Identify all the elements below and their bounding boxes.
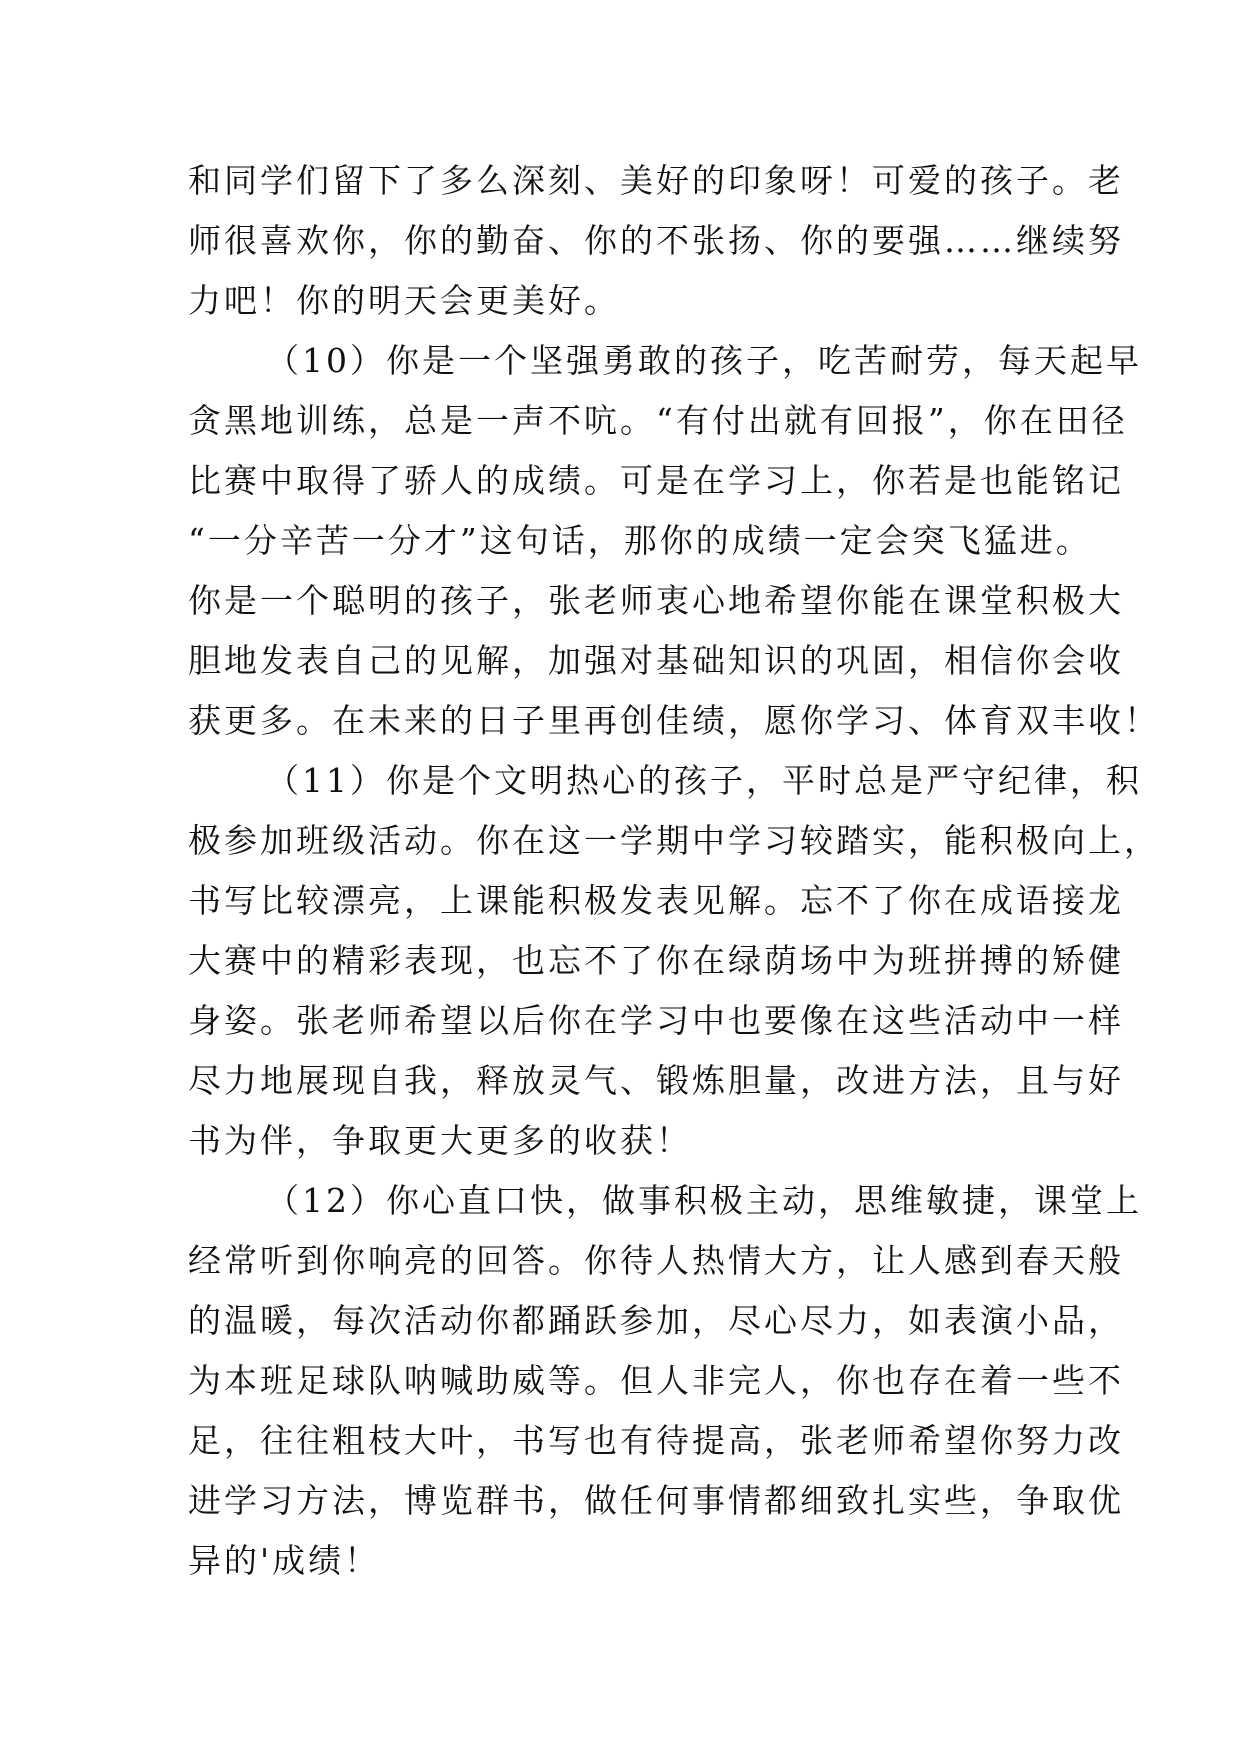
text-line: 和同学们留下了多么深刻、美好的印象呀！可爱的孩子。老 <box>188 161 1124 200</box>
text-line: 比赛中取得了骄人的成绩。可是在学习上，你若是也能铭记 <box>188 461 1124 500</box>
paragraph-12 <box>188 1171 1142 1591</box>
text-line: 你是一个聪明的孩子，张老师衷心地希望你能在课堂积极大 <box>188 581 1124 620</box>
text-line: 为本班足球队呐喊助威等。但人非完人，你也存在着一些不 <box>188 1361 1124 1400</box>
text-line: 足，往往粗枝大叶，书写也有待提高，张老师希望你努力改 <box>188 1421 1124 1460</box>
text-line: 力吧！你的明天会更美好。 <box>188 281 620 320</box>
text-line: 书写比较漂亮，上课能积极发表见解。忘不了你在成语接龙 <box>188 881 1124 920</box>
text-line: 进学习方法，博览群书，做任何事情都细致扎实些，争取优 <box>188 1481 1124 1520</box>
text-line-first: （10）你是一个坚强勇敢的孩子，吃苦耐劳，每天起早 <box>266 341 1142 380</box>
text-line: 大赛中的精彩表现，也忘不了你在绿荫场中为班拼搏的矫健 <box>188 941 1124 980</box>
text-line: “一分辛苦一分才”这句话，那你的成绩一定会突飞猛进。 <box>188 521 1092 560</box>
text-line: 获更多。在未来的日子里再创佳绩，愿你学习、体育双丰收！ <box>188 701 1160 740</box>
text-line: 胆地发表自己的见解，加强对基础知识的巩固，相信你会收 <box>188 641 1124 680</box>
text-line-first: （11）你是个文明热心的孩子，平时总是严守纪律，积 <box>266 761 1142 800</box>
text-line: 经常听到你响亮的回答。你待人热情大方，让人感到春天般 <box>188 1241 1124 1280</box>
document-body <box>188 151 1160 1591</box>
paragraph-continuation <box>188 151 1124 331</box>
paragraph-10 <box>188 331 1160 751</box>
text-line: 贪黑地训练，总是一声不吭。“有付出就有回报”，你在田径 <box>188 401 1128 440</box>
text-line: 的温暖，每次活动你都踊跃参加，尽心尽力，如表演小品， <box>188 1301 1124 1340</box>
text-line: 书为伴，争取更大更多的收获！ <box>188 1121 692 1160</box>
text-line: 师很喜欢你，你的勤奋、你的不张扬、你的要强……继续努 <box>188 221 1124 260</box>
text-line: 尽力地展现自我，释放灵气、锻炼胆量，改进方法，且与好 <box>188 1061 1124 1100</box>
text-line-first: （12）你心直口快，做事积极主动，思维敏捷，课堂上 <box>266 1181 1142 1220</box>
text-line: 异的'成绩！ <box>188 1541 381 1580</box>
text-line: 身姿。张老师希望以后你在学习中也要像在这些活动中一样 <box>188 1001 1124 1040</box>
text-line: 极参加班级活动。你在这一学期中学习较踏实，能积极向上， <box>188 821 1160 860</box>
paragraph-11 <box>188 751 1160 1171</box>
